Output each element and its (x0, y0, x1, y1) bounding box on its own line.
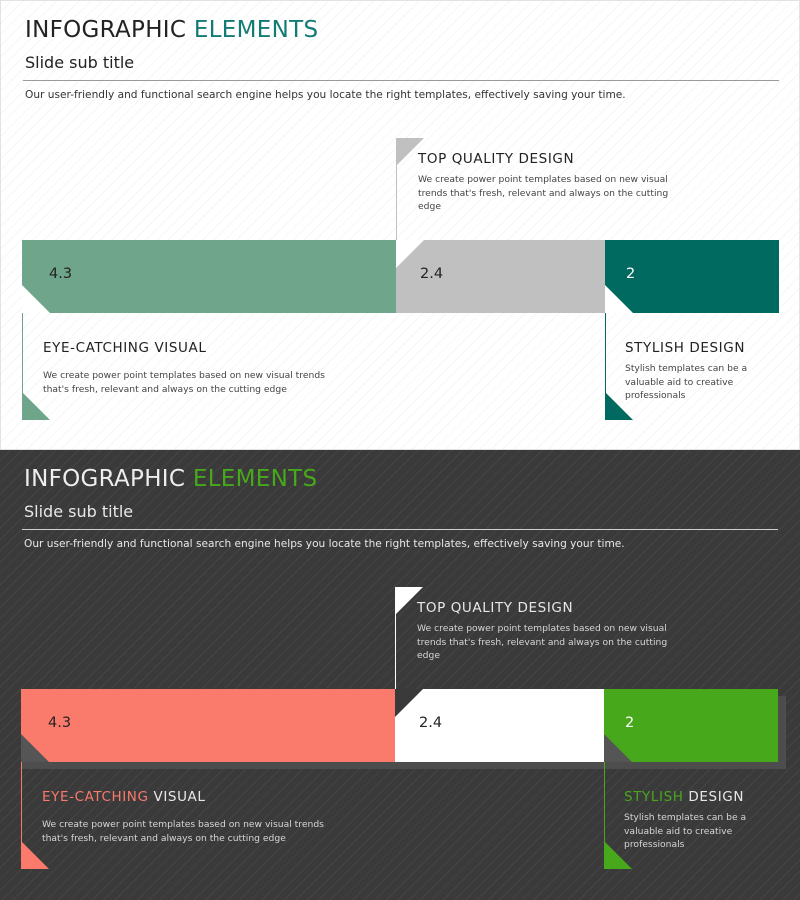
segment-1-value: 4.3 (49, 266, 73, 282)
left-callout-flag (22, 392, 52, 422)
slide-title-accent: ELEMENTS (193, 17, 319, 43)
segment-1-value: 4.3 (48, 715, 72, 731)
right-callout-text: Stylish templates can be a valuable aid to creative professionals (625, 363, 748, 401)
left-callout-title-rest: VISUAL (153, 789, 206, 805)
slide-title-main: INFOGRAPHIC (25, 17, 187, 43)
segment-1-notch (21, 734, 51, 764)
segment-3-value: 2 (625, 715, 635, 731)
dark-infographic-panel (0, 450, 800, 900)
segment-2-notch (395, 689, 425, 719)
slide-description: Our user-friendly and functional search engine helps you locate the right templates, effectively saving your time. (25, 89, 626, 101)
slide-subtitle: Slide sub title (24, 502, 134, 521)
top-callout-title: TOP QUALITY DESIGN (417, 600, 574, 616)
top-callout-title: TOP QUALITY DESIGN (418, 151, 575, 167)
right-callout-title-accent: STYLISH (624, 789, 684, 805)
segment-2-value: 2.4 (420, 266, 444, 282)
right-callout-title (624, 789, 744, 805)
segment-1-bar (21, 689, 395, 762)
segment-1-bar (22, 240, 396, 313)
left-callout-title-accent: EYE-CATCHING (42, 789, 149, 805)
title-divider (23, 80, 779, 81)
segment-1-notch (22, 285, 52, 315)
segment-3-notch (605, 285, 635, 315)
slide-title (25, 17, 318, 43)
segment-2-notch (396, 240, 426, 270)
slide-subtitle: Slide sub title (25, 53, 135, 72)
right-callout-text: Stylish templates can be a valuable aid to creative professionals (624, 812, 747, 850)
title-divider (22, 529, 778, 530)
top-callout-text: We create power point templates based on new visual trends that's fresh, relevant and always on the cutting edge (418, 174, 669, 212)
segment-3-value: 2 (626, 266, 636, 282)
segment-3-notch (604, 734, 634, 764)
slide-description: Our user-friendly and functional search engine helps you locate the right templates, effectively saving your time. (24, 538, 625, 550)
slide-title-main: INFOGRAPHIC (24, 466, 186, 492)
top-callout-text: We create power point templates based on new visual trends that's fresh, relevant and always on the cutting edge (417, 623, 668, 661)
left-callout-flag (21, 841, 51, 871)
slide-title (24, 466, 317, 492)
right-callout-title: STYLISH DESIGN (625, 340, 746, 356)
left-callout-text: We create power point templates based on new visual trends that's fresh, relevant and always on the cutting edge (42, 819, 324, 844)
slide-title-accent: ELEMENTS (192, 466, 318, 492)
left-callout-title: EYE-CATCHING VISUAL (43, 340, 207, 356)
segment-2-value: 2.4 (419, 715, 443, 731)
top-callout-line (395, 587, 396, 689)
right-callout-title-rest: DESIGN (688, 789, 745, 805)
left-callout-title (42, 789, 206, 805)
left-callout-text: We create power point templates based on new visual trends that's fresh, relevant and always on the cutting edge (43, 370, 325, 395)
top-callout-line (396, 138, 397, 240)
